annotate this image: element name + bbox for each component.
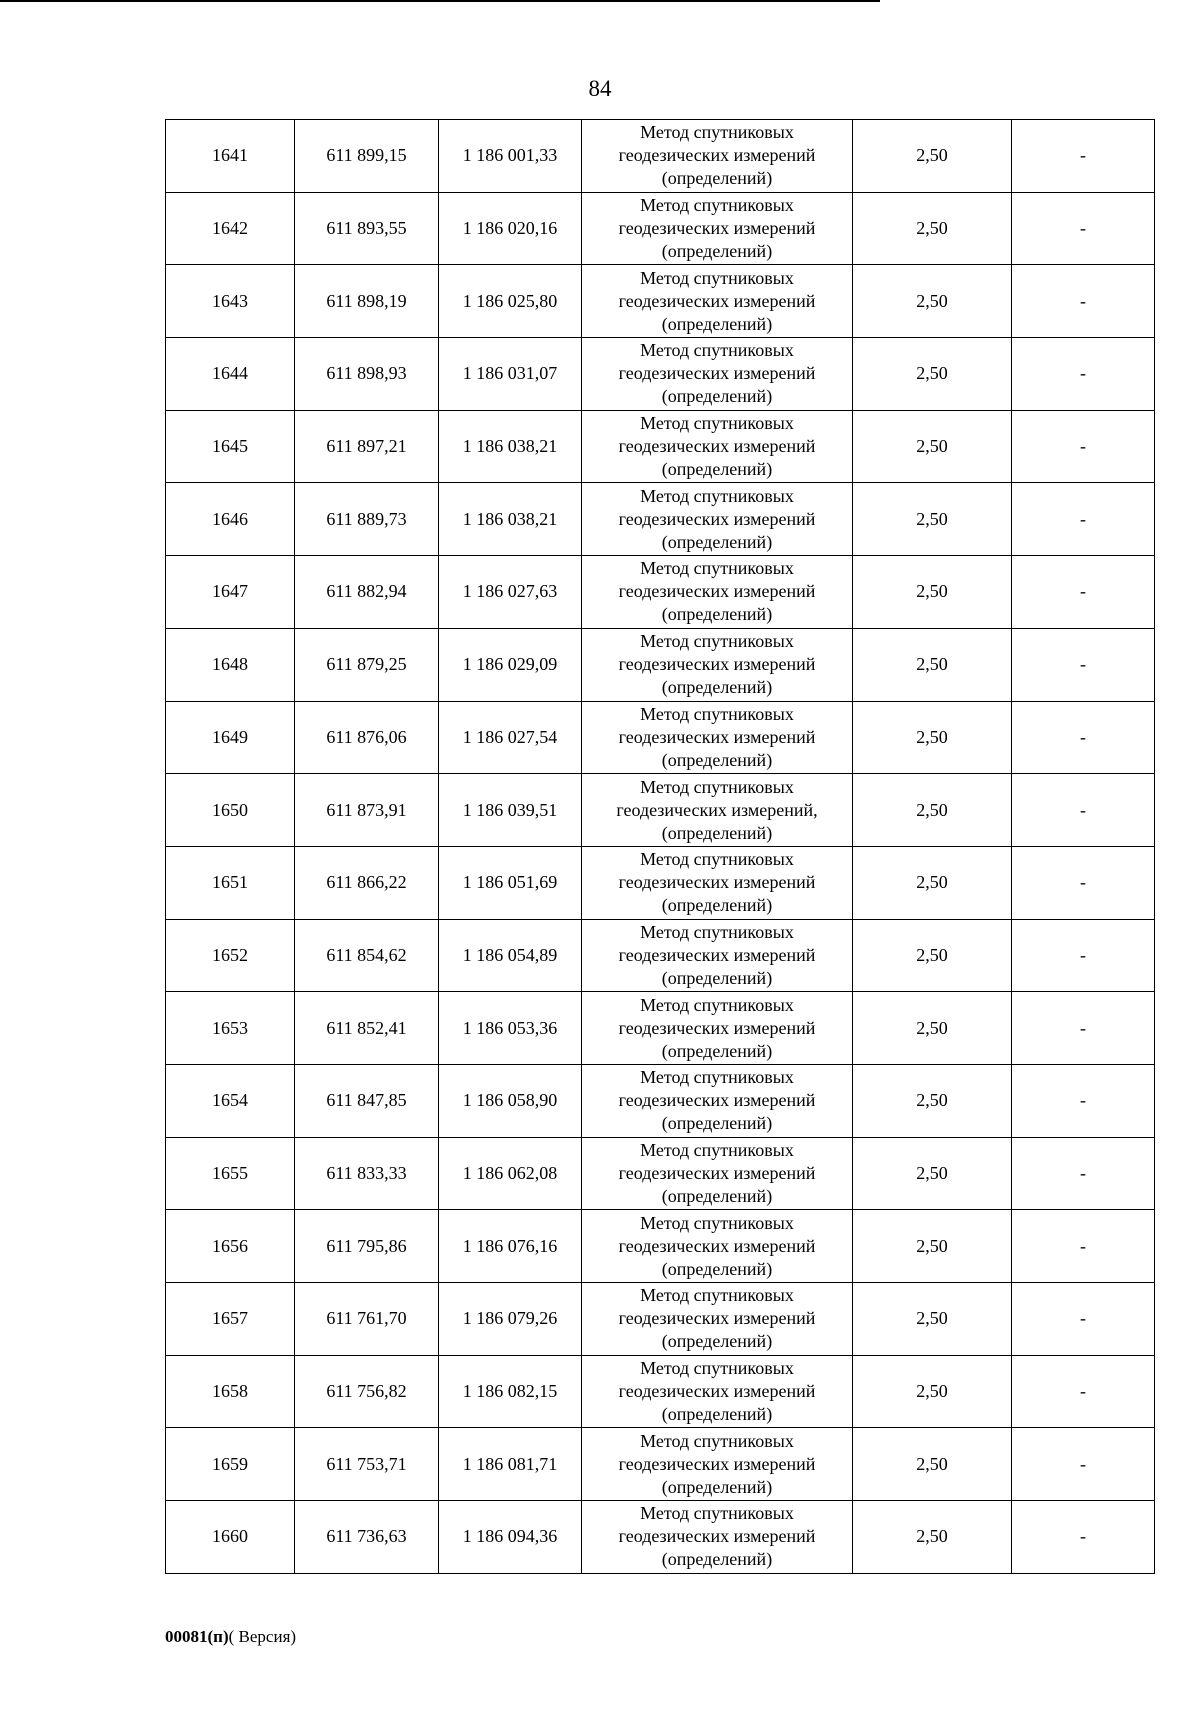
table-row — [166, 265, 1155, 338]
y-coordinate-cell: 1 186 001,33 — [439, 120, 582, 193]
method-cell — [582, 1283, 853, 1356]
method-line: Метод спутниковых — [640, 994, 794, 1015]
y-coordinate-cell: 1 186 038,21 — [439, 410, 582, 483]
method-line: (определений) — [661, 241, 773, 262]
x-coordinate-cell: 611 753,71 — [295, 1428, 439, 1501]
method-cell — [582, 1064, 853, 1137]
accuracy-cell: 2,50 — [853, 992, 1012, 1065]
method-line: (определений) — [661, 459, 773, 480]
note-cell: - — [1012, 410, 1155, 483]
method-line: геодезических измерений — [618, 944, 816, 965]
method-line: геодезических измерений — [618, 1453, 816, 1474]
method-line: геодезических измерений — [618, 1017, 816, 1038]
x-coordinate-cell: 611 879,25 — [295, 628, 439, 701]
accuracy-cell: 2,50 — [853, 846, 1012, 919]
accuracy-cell: 2,50 — [853, 556, 1012, 629]
x-coordinate-cell: 611 852,41 — [295, 992, 439, 1065]
method-line: (определений) — [661, 531, 773, 552]
method-line: Метод спутниковых — [640, 1358, 794, 1379]
y-coordinate-cell: 1 186 053,36 — [439, 992, 582, 1065]
accuracy-cell: 2,50 — [853, 1428, 1012, 1501]
method-line: Метод спутниковых — [640, 413, 794, 434]
x-coordinate-cell: 611 876,06 — [295, 701, 439, 774]
y-coordinate-cell: 1 186 082,15 — [439, 1355, 582, 1428]
y-coordinate-cell: 1 186 039,51 — [439, 774, 582, 847]
point-number-cell: 1647 — [166, 556, 295, 629]
method-cell — [582, 192, 853, 265]
accuracy-cell: 2,50 — [853, 1137, 1012, 1210]
method-cell — [582, 1137, 853, 1210]
x-coordinate-cell: 611 873,91 — [295, 774, 439, 847]
footer-suffix: ( Версия) — [228, 1627, 297, 1646]
table-row — [166, 919, 1155, 992]
note-cell: - — [1012, 1210, 1155, 1283]
method-line: Метод спутниковых — [640, 1212, 794, 1233]
method-line: Метод спутниковых — [640, 195, 794, 216]
method-line: геодезических измерений — [618, 218, 816, 239]
method-line: геодезических измерений — [618, 290, 816, 311]
point-number-cell: 1655 — [166, 1137, 295, 1210]
accuracy-cell: 2,50 — [853, 120, 1012, 193]
x-coordinate-cell: 611 893,55 — [295, 192, 439, 265]
x-coordinate-cell: 611 889,73 — [295, 483, 439, 556]
method-line: (определений) — [661, 313, 773, 334]
method-line: Метод спутниковых — [640, 122, 794, 143]
method-line: (определений) — [661, 822, 773, 843]
method-line: Метод спутниковых — [640, 1503, 794, 1524]
point-number-cell: 1659 — [166, 1428, 295, 1501]
method-line: Метод спутниковых — [640, 921, 794, 942]
table-row — [166, 1210, 1155, 1283]
point-number-cell: 1651 — [166, 846, 295, 919]
method-cell — [582, 774, 853, 847]
method-line: геодезических измерений — [618, 1381, 816, 1402]
table-row — [166, 556, 1155, 629]
point-number-cell: 1645 — [166, 410, 295, 483]
method-line: (определений) — [661, 1549, 773, 1570]
x-coordinate-cell: 611 761,70 — [295, 1283, 439, 1356]
accuracy-cell: 2,50 — [853, 410, 1012, 483]
method-cell — [582, 338, 853, 411]
method-line: (определений) — [661, 1476, 773, 1497]
method-line: (определений) — [661, 604, 773, 625]
method-line: геодезических измерений — [618, 1526, 816, 1547]
method-cell — [582, 483, 853, 556]
x-coordinate-cell: 611 899,15 — [295, 120, 439, 193]
table-row — [166, 192, 1155, 265]
method-line: (определений) — [661, 1185, 773, 1206]
note-cell: - — [1012, 556, 1155, 629]
method-line: Метод спутниковых — [640, 1067, 794, 1088]
table-row — [166, 483, 1155, 556]
point-number-cell: 1657 — [166, 1283, 295, 1356]
table-row — [166, 1355, 1155, 1428]
method-line: (определений) — [661, 1404, 773, 1425]
x-coordinate-cell: 611 854,62 — [295, 919, 439, 992]
note-cell: - — [1012, 1064, 1155, 1137]
note-cell: - — [1012, 992, 1155, 1065]
method-line: (определений) — [661, 1331, 773, 1352]
accuracy-cell: 2,50 — [853, 1501, 1012, 1574]
method-line: (определений) — [661, 386, 773, 407]
x-coordinate-cell: 611 882,94 — [295, 556, 439, 629]
note-cell: - — [1012, 483, 1155, 556]
note-cell: - — [1012, 265, 1155, 338]
point-number-cell: 1644 — [166, 338, 295, 411]
accuracy-cell: 2,50 — [853, 483, 1012, 556]
point-number-cell: 1653 — [166, 992, 295, 1065]
accuracy-cell: 2,50 — [853, 265, 1012, 338]
method-line: геодезических измерений — [618, 1090, 816, 1111]
x-coordinate-cell: 611 833,33 — [295, 1137, 439, 1210]
method-cell — [582, 846, 853, 919]
method-cell — [582, 1210, 853, 1283]
method-line: геодезических измерений, — [616, 799, 818, 820]
x-coordinate-cell: 611 847,85 — [295, 1064, 439, 1137]
table-row — [166, 1137, 1155, 1210]
table-body — [166, 120, 1155, 1574]
point-number-cell: 1642 — [166, 192, 295, 265]
method-cell — [582, 992, 853, 1065]
table-row — [166, 846, 1155, 919]
note-cell: - — [1012, 774, 1155, 847]
method-line: геодезических измерений — [618, 1235, 816, 1256]
accuracy-cell: 2,50 — [853, 1210, 1012, 1283]
method-cell — [582, 265, 853, 338]
y-coordinate-cell: 1 186 076,16 — [439, 1210, 582, 1283]
method-line: (определений) — [661, 1040, 773, 1061]
y-coordinate-cell: 1 186 054,89 — [439, 919, 582, 992]
method-cell — [582, 919, 853, 992]
x-coordinate-cell: 611 898,19 — [295, 265, 439, 338]
method-cell — [582, 1355, 853, 1428]
note-cell: - — [1012, 846, 1155, 919]
table-row — [166, 628, 1155, 701]
method-cell — [582, 628, 853, 701]
point-number-cell: 1650 — [166, 774, 295, 847]
method-line: геодезических измерений — [618, 654, 816, 675]
method-line: геодезических измерений — [618, 1162, 816, 1183]
point-number-cell: 1656 — [166, 1210, 295, 1283]
footer-code: 00081(п) — [165, 1627, 229, 1646]
method-line: геодезических измерений — [618, 581, 816, 602]
accuracy-cell: 2,50 — [853, 1064, 1012, 1137]
table-row — [166, 1428, 1155, 1501]
accuracy-cell: 2,50 — [853, 628, 1012, 701]
coordinates-table — [165, 119, 1155, 1574]
point-number-cell: 1658 — [166, 1355, 295, 1428]
method-line: Метод спутниковых — [640, 267, 794, 288]
accuracy-cell: 2,50 — [853, 338, 1012, 411]
accuracy-cell: 2,50 — [853, 1283, 1012, 1356]
x-coordinate-cell: 611 795,86 — [295, 1210, 439, 1283]
method-line: геодезических измерений — [618, 145, 816, 166]
y-coordinate-cell: 1 186 094,36 — [439, 1501, 582, 1574]
y-coordinate-cell: 1 186 020,16 — [439, 192, 582, 265]
point-number-cell: 1654 — [166, 1064, 295, 1137]
point-number-cell: 1641 — [166, 120, 295, 193]
table-row — [166, 338, 1155, 411]
method-line: (определений) — [661, 168, 773, 189]
note-cell: - — [1012, 338, 1155, 411]
method-cell — [582, 1501, 853, 1574]
method-line: геодезических измерений — [618, 436, 816, 457]
method-cell — [582, 120, 853, 193]
method-line: (определений) — [661, 749, 773, 770]
accuracy-cell: 2,50 — [853, 701, 1012, 774]
page-number: 84 — [588, 76, 612, 101]
x-coordinate-cell: 611 866,22 — [295, 846, 439, 919]
table-row — [166, 992, 1155, 1065]
method-line: Метод спутниковых — [640, 776, 794, 797]
method-line: Метод спутниковых — [640, 631, 794, 652]
method-cell — [582, 410, 853, 483]
method-line: Метод спутниковых — [640, 485, 794, 506]
method-line: геодезических измерений — [618, 363, 816, 384]
point-number-cell: 1660 — [166, 1501, 295, 1574]
note-cell: - — [1012, 192, 1155, 265]
method-line: (определений) — [661, 1258, 773, 1279]
note-cell: - — [1012, 701, 1155, 774]
y-coordinate-cell: 1 186 027,54 — [439, 701, 582, 774]
y-coordinate-cell: 1 186 051,69 — [439, 846, 582, 919]
method-line: геодезических измерений — [618, 872, 816, 893]
method-line: (определений) — [661, 895, 773, 916]
y-coordinate-cell: 1 186 031,07 — [439, 338, 582, 411]
method-line: геодезических измерений — [618, 1308, 816, 1329]
method-line: Метод спутниковых — [640, 1430, 794, 1451]
method-line: Метод спутниковых — [640, 703, 794, 724]
point-number-cell: 1643 — [166, 265, 295, 338]
table-row — [166, 774, 1155, 847]
y-coordinate-cell: 1 186 027,63 — [439, 556, 582, 629]
note-cell: - — [1012, 1137, 1155, 1210]
footer-version — [165, 1627, 296, 1647]
note-cell: - — [1012, 120, 1155, 193]
table-row — [166, 410, 1155, 483]
method-line: (определений) — [661, 1113, 773, 1134]
accuracy-cell: 2,50 — [853, 192, 1012, 265]
point-number-cell: 1646 — [166, 483, 295, 556]
method-line: Метод спутниковых — [640, 1139, 794, 1160]
y-coordinate-cell: 1 186 058,90 — [439, 1064, 582, 1137]
note-cell: - — [1012, 1355, 1155, 1428]
table-row — [166, 1283, 1155, 1356]
table-row — [166, 120, 1155, 193]
y-coordinate-cell: 1 186 025,80 — [439, 265, 582, 338]
table-row — [166, 701, 1155, 774]
x-coordinate-cell: 611 736,63 — [295, 1501, 439, 1574]
accuracy-cell: 2,50 — [853, 774, 1012, 847]
method-cell — [582, 701, 853, 774]
method-line: геодезических измерений — [618, 726, 816, 747]
y-coordinate-cell: 1 186 062,08 — [439, 1137, 582, 1210]
x-coordinate-cell: 611 897,21 — [295, 410, 439, 483]
method-line: (определений) — [661, 967, 773, 988]
note-cell: - — [1012, 628, 1155, 701]
method-line: геодезических измерений — [618, 508, 816, 529]
point-number-cell: 1652 — [166, 919, 295, 992]
top-rule — [0, 0, 880, 2]
y-coordinate-cell: 1 186 081,71 — [439, 1428, 582, 1501]
method-line: Метод спутниковых — [640, 1285, 794, 1306]
point-number-cell: 1649 — [166, 701, 295, 774]
method-cell — [582, 1428, 853, 1501]
note-cell: - — [1012, 1428, 1155, 1501]
method-line: (определений) — [661, 677, 773, 698]
note-cell: - — [1012, 1283, 1155, 1356]
y-coordinate-cell: 1 186 029,09 — [439, 628, 582, 701]
point-number-cell: 1648 — [166, 628, 295, 701]
accuracy-cell: 2,50 — [853, 1355, 1012, 1428]
x-coordinate-cell: 611 898,93 — [295, 338, 439, 411]
accuracy-cell: 2,50 — [853, 919, 1012, 992]
note-cell: - — [1012, 919, 1155, 992]
note-cell: - — [1012, 1501, 1155, 1574]
x-coordinate-cell: 611 756,82 — [295, 1355, 439, 1428]
method-line: Метод спутниковых — [640, 340, 794, 361]
table-row — [166, 1501, 1155, 1574]
y-coordinate-cell: 1 186 038,21 — [439, 483, 582, 556]
method-cell — [582, 556, 853, 629]
method-line: Метод спутниковых — [640, 558, 794, 579]
method-line: Метод спутниковых — [640, 849, 794, 870]
y-coordinate-cell: 1 186 079,26 — [439, 1283, 582, 1356]
table-row — [166, 1064, 1155, 1137]
